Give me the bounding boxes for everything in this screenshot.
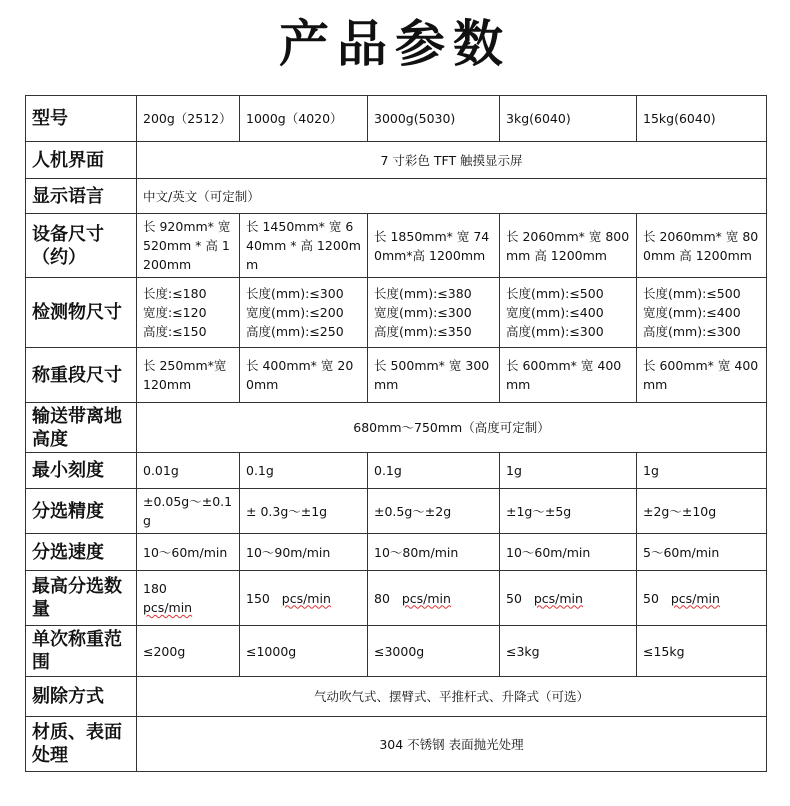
count-number: 50 xyxy=(643,590,659,606)
cell-belt-height: 680mm～750mm（高度可定制） xyxy=(137,403,767,453)
row-label-material: 材质、表面处理 xyxy=(26,717,137,772)
page-title: 产品参数 xyxy=(279,14,511,73)
cell-accuracy-1: ±0.05g～±0.1g xyxy=(137,489,240,534)
table-row xyxy=(26,489,767,534)
dim-line: 高度(mm):≤300 xyxy=(506,324,604,339)
cell-max-count-4 xyxy=(500,571,637,626)
dim-line: 宽度(mm):≤400 xyxy=(643,305,741,320)
table-row xyxy=(26,179,767,214)
cell-object-size-4 xyxy=(500,278,637,348)
row-label-language: 显示语言 xyxy=(26,179,137,214)
cell-accuracy-4: ±1g～±5g xyxy=(500,489,637,534)
count-unit: pcs/min xyxy=(143,600,193,615)
cell-min-scale-2: 0.1g xyxy=(240,453,368,489)
cell-hmi: 7 寸彩色 TFT 触摸显示屏 xyxy=(137,142,767,179)
table-row xyxy=(26,571,767,626)
cell-reject-method: 气动吹气式、摆臂式、平推杆式、升降式（可选） xyxy=(137,677,767,717)
dim-line: 高度:≤150 xyxy=(143,324,207,339)
cell-object-size-1 xyxy=(137,278,240,348)
cell-accuracy-2: ± 0.3g～±1g xyxy=(240,489,368,534)
cell-weigh-range-5: ≤15kg xyxy=(637,626,767,677)
cell-accuracy-5: ±2g～±10g xyxy=(637,489,767,534)
dim-line: 宽度:≤120 xyxy=(143,305,207,320)
cell-speed-1: 10～60m/min xyxy=(137,534,240,571)
cell-device-size-2: 长 1450mm* 宽 640mm * 高 1200mm xyxy=(240,214,368,278)
cell-accuracy-3: ±0.5g～±2g xyxy=(368,489,500,534)
cell-object-size-2 xyxy=(240,278,368,348)
cell-max-count-1 xyxy=(137,571,240,626)
cell-min-scale-4: 1g xyxy=(500,453,637,489)
dim-line: 宽度(mm):≤300 xyxy=(374,305,472,320)
cell-max-count-3 xyxy=(368,571,500,626)
dim-line: 长度(mm):≤380 xyxy=(374,286,472,301)
row-label-max-count: 最高分选数量 xyxy=(26,571,137,626)
cell-material: 304 不锈钢 表面抛光处理 xyxy=(137,717,767,772)
cell-model-5: 15kg(6040) xyxy=(637,96,767,142)
table-row xyxy=(26,626,767,677)
cell-speed-4: 10～60m/min xyxy=(500,534,637,571)
dim-line: 长度:≤180 xyxy=(143,286,207,301)
count-unit: pcs/min xyxy=(533,590,583,606)
row-label-device-size: 设备尺寸（约） xyxy=(26,214,137,278)
row-label-object-size: 检测物尺寸 xyxy=(26,278,137,348)
spec-table xyxy=(25,95,767,772)
cell-max-count-5 xyxy=(637,571,767,626)
count-number: 150 xyxy=(246,590,270,606)
count-unit: pcs/min xyxy=(670,590,720,606)
cell-weigh-section-5: 长 600mm* 宽 400mm xyxy=(637,348,767,403)
cell-speed-2: 10～90m/min xyxy=(240,534,368,571)
count-unit: pcs/min xyxy=(281,590,331,606)
cell-min-scale-1: 0.01g xyxy=(137,453,240,489)
count-number: 180 xyxy=(143,581,167,596)
cell-model-4: 3kg(6040) xyxy=(500,96,637,142)
table-row xyxy=(26,142,767,179)
dim-line: 高度(mm):≤250 xyxy=(246,324,344,339)
dim-line: 长度(mm):≤300 xyxy=(246,286,344,301)
row-label-speed: 分选速度 xyxy=(26,534,137,571)
cell-weigh-range-3: ≤3000g xyxy=(368,626,500,677)
dim-line: 宽度(mm):≤400 xyxy=(506,305,604,320)
table-row xyxy=(26,278,767,348)
cell-device-size-1: 长 920mm* 宽 520mm * 高 1200mm xyxy=(137,214,240,278)
cell-weigh-range-4: ≤3kg xyxy=(500,626,637,677)
table-row xyxy=(26,214,767,278)
row-label-reject-method: 剔除方式 xyxy=(26,677,137,717)
cell-min-scale-3: 0.1g xyxy=(368,453,500,489)
row-label-model: 型号 xyxy=(26,96,137,142)
cell-max-count-2 xyxy=(240,571,368,626)
row-label-belt-height: 输送带离地高度 xyxy=(26,403,137,453)
cell-weigh-range-1: ≤200g xyxy=(137,626,240,677)
cell-device-size-3: 长 1850mm* 宽 740mm*高 1200mm xyxy=(368,214,500,278)
cell-min-scale-5: 1g xyxy=(637,453,767,489)
row-label-weigh-range: 单次称重范围 xyxy=(26,626,137,677)
cell-model-3: 3000g(5030) xyxy=(368,96,500,142)
table-row xyxy=(26,348,767,403)
table-row xyxy=(26,453,767,489)
cell-weigh-section-1: 长 250mm*宽 120mm xyxy=(137,348,240,403)
row-label-min-scale: 最小刻度 xyxy=(26,453,137,489)
table-row xyxy=(26,96,767,142)
cell-device-size-4: 长 2060mm* 宽 800mm 高 1200mm xyxy=(500,214,637,278)
count-number: 80 xyxy=(374,590,390,606)
dim-line: 高度(mm):≤300 xyxy=(643,324,741,339)
table-row xyxy=(26,403,767,453)
count-unit: pcs/min xyxy=(401,590,451,606)
cell-speed-5: 5～60m/min xyxy=(637,534,767,571)
dim-line: 长度(mm):≤500 xyxy=(643,286,741,301)
cell-model-1: 200g（2512） xyxy=(137,96,240,142)
row-label-accuracy: 分选精度 xyxy=(26,489,137,534)
count-number: 50 xyxy=(506,590,522,606)
table-row xyxy=(26,677,767,717)
cell-object-size-5 xyxy=(637,278,767,348)
cell-weigh-range-2: ≤1000g xyxy=(240,626,368,677)
cell-language: 中文/英文（可定制） xyxy=(137,179,767,214)
dim-line: 长度(mm):≤500 xyxy=(506,286,604,301)
cell-weigh-section-2: 长 400mm* 宽 200mm xyxy=(240,348,368,403)
cell-device-size-5: 长 2060mm* 宽 800mm 高 1200mm xyxy=(637,214,767,278)
cell-weigh-section-3: 长 500mm* 宽 300mm xyxy=(368,348,500,403)
table-row xyxy=(26,717,767,772)
row-label-hmi: 人机界面 xyxy=(26,142,137,179)
dim-line: 宽度(mm):≤200 xyxy=(246,305,344,320)
cell-weigh-section-4: 长 600mm* 宽 400mm xyxy=(500,348,637,403)
cell-model-2: 1000g（4020） xyxy=(240,96,368,142)
cell-object-size-3 xyxy=(368,278,500,348)
dim-line: 高度(mm):≤350 xyxy=(374,324,472,339)
row-label-weigh-section: 称重段尺寸 xyxy=(26,348,137,403)
cell-speed-3: 10～80m/min xyxy=(368,534,500,571)
table-row xyxy=(26,534,767,571)
